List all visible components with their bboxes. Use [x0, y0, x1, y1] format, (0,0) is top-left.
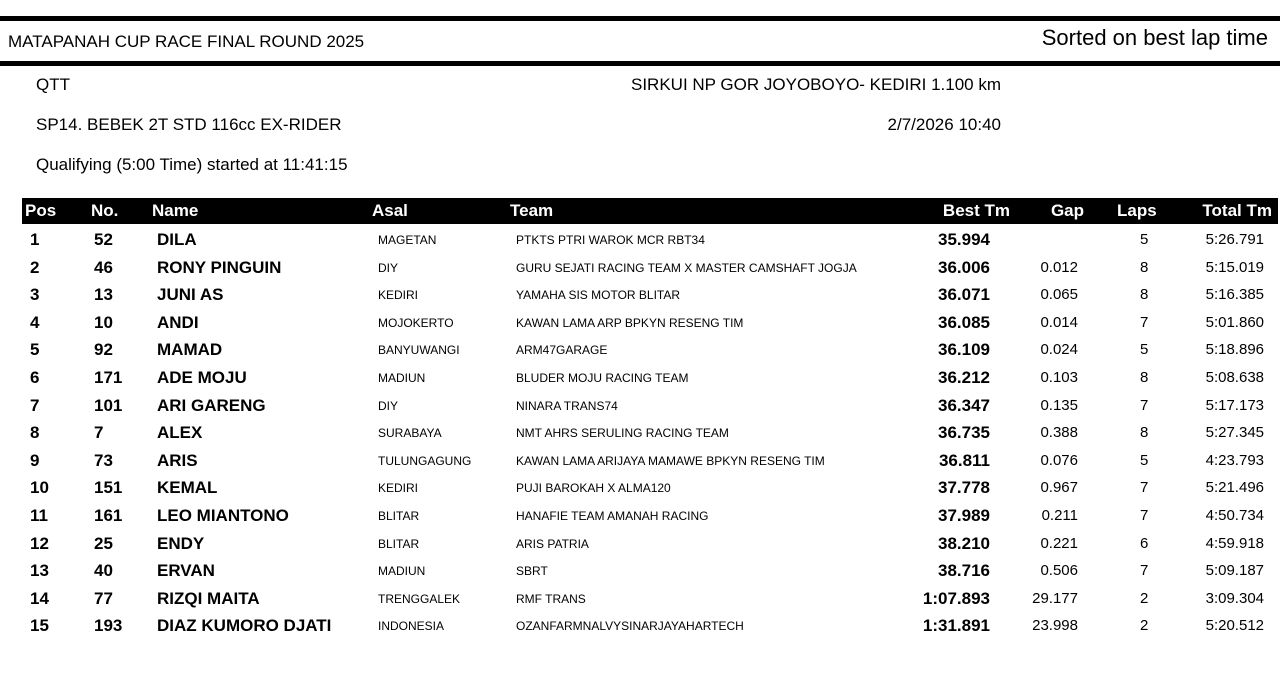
class-name: SP14. BEBEK 2T STD 116cc EX-RIDER [36, 115, 342, 134]
cell-gap: 0.506 [1040, 562, 1078, 580]
cell-no: 7 [94, 423, 104, 443]
sort-note: Sorted on best lap time [1041, 25, 1268, 50]
cell-gap: 0.967 [1040, 479, 1078, 497]
cell-team: PTKTS PTRI WAROK MCR RBT34 [516, 233, 705, 247]
cell-gap: 0.024 [1040, 341, 1078, 359]
cell-best-time: 36.109 [938, 340, 990, 360]
cell-team: BLUDER MOJU RACING TEAM [516, 370, 689, 385]
cell-total-time: 5:21.496 [1205, 479, 1264, 497]
table-row [0, 336, 1280, 364]
cell-laps: 8 [1140, 258, 1149, 276]
cell-total-time: 5:16.385 [1205, 286, 1264, 304]
table-row [0, 530, 1280, 558]
cell-pos: 9 [30, 450, 40, 470]
cell-asal: TRENGGALEK [378, 591, 461, 606]
cell-asal: MAGETAN [378, 233, 437, 247]
cell-pos: 15 [30, 616, 49, 636]
cell-name: DIAZ KUMORO DJATI [157, 616, 332, 636]
cell-pos: 4 [30, 312, 40, 332]
cell-name: ERVAN [157, 561, 215, 581]
cell-total-time: 3:09.304 [1205, 589, 1264, 607]
cell-asal: BANYUWANGI [378, 343, 460, 358]
cell-total-time: 5:15.019 [1205, 258, 1264, 276]
cell-no: 161 [94, 505, 123, 525]
cell-asal: KEDIRI [378, 481, 419, 496]
cell-no: 10 [94, 312, 113, 332]
cell-asal: DIY [378, 398, 399, 413]
cell-name: RONY PINGUIN [157, 257, 282, 277]
table-row [0, 226, 1280, 254]
cell-team: KAWAN LAMA ARIJAYA MAMAWE BPKYN RESENG TIM [516, 453, 825, 468]
cell-name: LEO MIANTONO [157, 505, 289, 525]
col-gap: Gap [1050, 201, 1084, 220]
cell-gap: 0.221 [1040, 534, 1078, 552]
cell-total-time: 5:08.638 [1205, 368, 1264, 386]
cell-asal: TULUNGAGUNG [378, 453, 472, 468]
cell-gap: 0.076 [1040, 451, 1078, 469]
cell-gap: 0.065 [1040, 286, 1078, 304]
cell-no: 77 [94, 588, 113, 608]
cell-name: DILA [157, 230, 197, 249]
cell-total-time: 4:23.793 [1205, 451, 1264, 469]
cell-asal: MADIUN [378, 564, 426, 579]
cell-laps: 8 [1140, 368, 1149, 386]
cell-team: ARM47GARAGE [516, 343, 608, 358]
cell-asal: MADIUN [378, 370, 426, 385]
event-title: MATAPANAH CUP RACE FINAL ROUND 2025 [8, 32, 365, 51]
cell-laps: 7 [1140, 506, 1149, 524]
table-row [0, 585, 1280, 613]
cell-total-time: 5:20.512 [1205, 617, 1264, 635]
cell-laps: 7 [1140, 396, 1149, 414]
cell-pos: 2 [30, 257, 40, 277]
cell-team: KAWAN LAMA ARP BPKYN RESENG TIM [516, 315, 744, 330]
cell-best-time: 1:07.893 [922, 588, 990, 608]
session-info: Qualifying (5:00 Time) started at 11:41:15 [36, 155, 348, 174]
cell-gap: 0.014 [1040, 313, 1078, 331]
cell-total-time: 5:27.345 [1205, 424, 1264, 442]
session-code: QTT [36, 75, 70, 94]
cell-total-time: 5:01.860 [1205, 313, 1264, 331]
cell-laps: 7 [1140, 313, 1149, 331]
table-row [0, 419, 1280, 447]
cell-total-time: 4:50.734 [1205, 506, 1264, 524]
cell-total-time: 5:18.896 [1205, 341, 1264, 359]
cell-team: OZANFARMNALVYSINARJAYAHARTECH [516, 619, 744, 634]
cell-laps: 6 [1140, 534, 1149, 552]
cell-laps: 5 [1140, 231, 1149, 248]
cell-asal: BLITAR [378, 536, 420, 551]
cell-no: 101 [94, 395, 123, 415]
cell-team: GURU SEJATI RACING TEAM X MASTER CAMSHAFT JOGJA [516, 260, 857, 275]
cell-pos: 7 [30, 395, 40, 415]
cell-best-time: 37.778 [938, 478, 990, 498]
cell-no: 25 [94, 533, 113, 553]
cell-no: 52 [94, 230, 113, 249]
cell-pos: 1 [30, 230, 40, 249]
col-best-time: Best Tm [942, 201, 1010, 220]
report-datetime: 2/7/2026 10:40 [887, 115, 1001, 134]
cell-team: NMT AHRS SERULING RACING TEAM [516, 426, 729, 441]
cell-best-time: 36.811 [938, 450, 990, 470]
cell-asal: DIY [378, 260, 399, 275]
cell-laps: 5 [1140, 451, 1149, 469]
table-row [0, 557, 1280, 585]
cell-team: HANAFIE TEAM AMANAH RACING [516, 508, 709, 523]
cell-no: 73 [94, 450, 113, 470]
table-row [0, 612, 1280, 640]
cell-team: SBRT [516, 564, 548, 579]
cell-team: ARIS PATRIA [516, 536, 589, 551]
cell-no: 171 [94, 367, 123, 387]
cell-asal: KEDIRI [378, 288, 419, 303]
table-row [0, 364, 1280, 392]
cell-team: YAMAHA SIS MOTOR BLITAR [516, 288, 681, 303]
cell-name: ALEX [157, 423, 203, 443]
cell-laps: 8 [1140, 286, 1149, 304]
cell-best-time: 36.071 [938, 285, 990, 305]
table-row [0, 254, 1280, 282]
col-total-time: Total Tm [1202, 201, 1272, 220]
cell-no: 13 [94, 285, 113, 305]
cell-gap: 0.103 [1040, 368, 1078, 386]
cell-best-time: 38.210 [938, 533, 990, 553]
col-laps: Laps [1117, 201, 1157, 220]
cell-best-time: 36.006 [938, 257, 990, 277]
cell-laps: 8 [1140, 424, 1149, 442]
cell-pos: 10 [30, 478, 49, 498]
table-row [0, 447, 1280, 475]
cell-gap: 23.998 [1032, 617, 1078, 635]
header-rule [0, 61, 1280, 66]
cell-pos: 8 [30, 423, 40, 443]
col-name: Name [152, 201, 199, 220]
cell-total-time: 5:26.791 [1205, 231, 1264, 248]
cell-no: 193 [94, 616, 123, 636]
table-row [0, 281, 1280, 309]
cell-asal: SURABAYA [378, 426, 442, 441]
cell-asal: BLITAR [378, 508, 420, 523]
col-asal: Asal [372, 201, 408, 220]
cell-no: 46 [94, 257, 113, 277]
cell-no: 40 [94, 561, 113, 581]
cell-total-time: 4:59.918 [1205, 534, 1264, 552]
cell-laps: 5 [1140, 341, 1149, 359]
cell-pos: 11 [30, 505, 48, 525]
results-table [0, 226, 1280, 640]
cell-best-time: 36.085 [938, 312, 990, 332]
cell-laps: 2 [1140, 617, 1149, 635]
cell-team: PUJI BAROKAH X ALMA120 [516, 481, 671, 496]
cell-gap: 0.211 [1041, 506, 1078, 524]
cell-pos: 12 [30, 533, 49, 553]
cell-name: ARI GARENG [157, 395, 266, 415]
table-header [22, 198, 1278, 224]
cell-name: RIZQI MAITA [157, 588, 260, 608]
cell-no: 151 [94, 478, 123, 498]
cell-asal: INDONESIA [378, 619, 445, 634]
cell-name: ARIS [157, 450, 198, 470]
col-no: No. [91, 201, 119, 220]
cell-best-time: 36.347 [938, 395, 990, 415]
cell-name: ANDI [157, 312, 199, 332]
cell-asal: MOJOKERTO [378, 315, 454, 330]
cell-name: ADE MOJU [157, 367, 247, 387]
cell-best-time: 36.735 [938, 423, 990, 443]
cell-pos: 6 [30, 367, 40, 387]
cell-best-time: 36.212 [938, 367, 990, 387]
cell-pos: 5 [30, 340, 40, 360]
cell-name: KEMAL [157, 478, 218, 498]
cell-no: 92 [94, 340, 113, 360]
top-rule [0, 16, 1280, 21]
cell-pos: 13 [30, 561, 49, 581]
cell-gap: 0.135 [1040, 396, 1078, 414]
cell-total-time: 5:17.173 [1205, 396, 1264, 414]
cell-best-time: 1:31.891 [922, 616, 990, 636]
cell-pos: 3 [30, 285, 40, 305]
cell-best-time: 35.994 [938, 230, 990, 249]
table-row [0, 392, 1280, 420]
cell-team: RMF TRANS [516, 591, 586, 606]
cell-name: ENDY [157, 533, 205, 553]
cell-name: MAMAD [157, 340, 223, 360]
cell-gap: 29.177 [1032, 589, 1078, 607]
cell-gap: 0.388 [1040, 424, 1078, 442]
cell-best-time: 37.989 [938, 505, 990, 525]
cell-pos: 14 [30, 588, 49, 608]
col-team: Team [510, 201, 554, 220]
table-row [0, 309, 1280, 337]
table-row [0, 474, 1280, 502]
cell-laps: 7 [1140, 479, 1149, 497]
cell-laps: 2 [1140, 589, 1149, 607]
cell-total-time: 5:09.187 [1205, 562, 1264, 580]
cell-gap: 0.012 [1040, 258, 1078, 276]
cell-best-time: 38.716 [938, 561, 990, 581]
cell-team: NINARA TRANS74 [516, 398, 618, 413]
cell-name: JUNI AS [157, 285, 224, 305]
circuit-info: SIRKUI NP GOR JOYOBOYO- KEDIRI 1.100 km [631, 75, 1001, 94]
cell-laps: 7 [1140, 562, 1149, 580]
col-pos: Pos [25, 201, 57, 220]
table-row [0, 502, 1280, 530]
